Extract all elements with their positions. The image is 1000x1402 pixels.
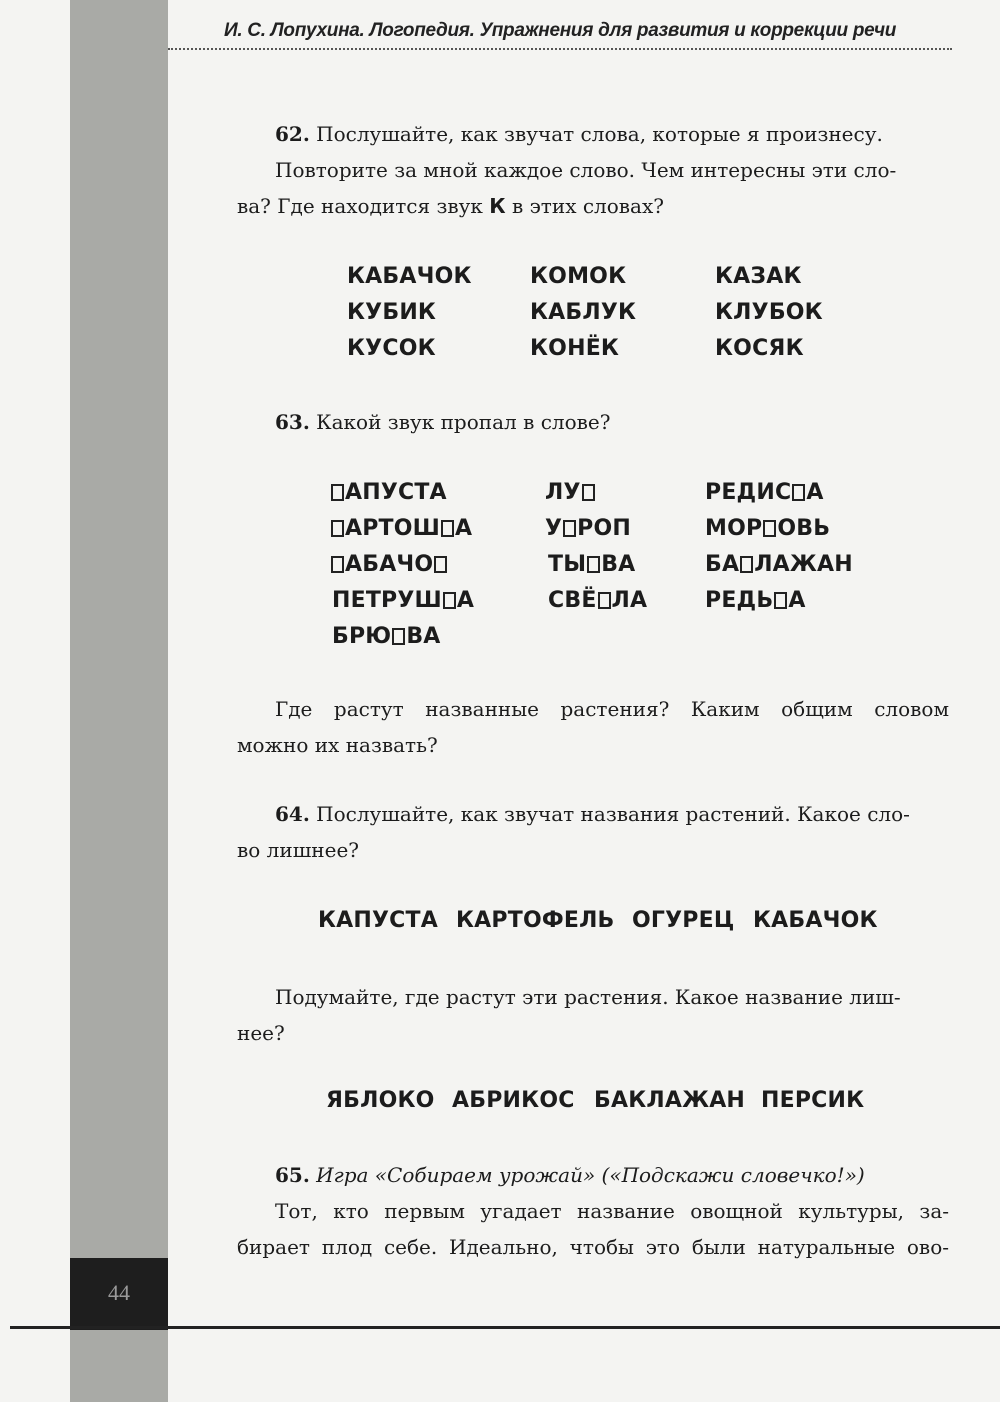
sound-k: К: [489, 194, 506, 218]
ex65-line1: Тот, кто первым угадает название овощной культуры, за-: [275, 1199, 949, 1223]
blank-box: [792, 484, 805, 501]
word-missing-letter: [545, 516, 631, 541]
blank-box: [441, 520, 454, 537]
word-part: ОВЬ: [777, 516, 831, 541]
word-part: СВЁ: [548, 588, 597, 613]
header-rule: [168, 48, 952, 50]
word-missing-letter: [705, 588, 806, 613]
word: КУБИК: [347, 300, 437, 325]
ex65-line2: бирает плод себе. Идеально, чтобы это были натуральные ово-: [237, 1235, 949, 1259]
plant-word: КАПУСТА: [318, 908, 438, 933]
ex62-line3: [237, 189, 949, 224]
page-margin-band: [70, 0, 168, 1402]
word-part: А: [806, 480, 824, 505]
plant-word: ПЕРСИК: [761, 1088, 865, 1113]
ex64-question-line1: Подумайте, где растут эти растения. Какое название лиш-: [275, 985, 901, 1009]
blank-box: [434, 556, 447, 573]
word-missing-letter: [705, 480, 824, 505]
blank-box: [392, 628, 405, 645]
ex63-text: Какой звук пропал в слове?: [316, 410, 611, 434]
word-part: А: [456, 588, 475, 613]
blank-box: [582, 484, 595, 501]
plant-word: КАРТОФЕЛЬ: [456, 908, 615, 933]
blank-box: [443, 592, 456, 609]
ex64-line2: во лишнее?: [237, 838, 360, 862]
word: КАБАЧОК: [347, 264, 472, 289]
word: КОСЯК: [715, 336, 804, 361]
ex63-question-line1: Где растут названные растения? Каким общим словом: [275, 697, 949, 721]
ex64-question-line2: нее?: [237, 1021, 285, 1045]
word: КЛУБОК: [715, 300, 823, 325]
word-missing-letter: [548, 588, 647, 613]
blank-box: [598, 592, 611, 609]
word-part: АБАЧО: [345, 552, 434, 577]
plant-word: ОГУРЕЦ: [632, 908, 735, 933]
word-missing-letter: [332, 624, 441, 649]
word-missing-letter: [705, 516, 830, 541]
word-part: ВА: [406, 624, 441, 649]
word-part: РОП: [577, 516, 632, 541]
page-number: 44: [108, 1280, 130, 1305]
word-part: ТЫ: [548, 552, 587, 577]
word: КАЗАК: [715, 264, 802, 289]
blank-box: [563, 520, 576, 537]
ex65-number: 65.: [275, 1163, 310, 1187]
ex62-line2: Повторите за мной каждое слово. Чем интересны эти сло-: [275, 158, 897, 182]
ex64-line1: [237, 797, 949, 832]
ex64-number: 64.: [275, 802, 310, 826]
ex63-number: 63.: [275, 410, 310, 434]
word-missing-letter: [330, 552, 448, 577]
plant-word: БАКЛАЖАН: [594, 1088, 746, 1113]
word-missing-letter: [545, 480, 596, 505]
running-header: И. С. Лопухина. Логопедия. Упражнения для развития и коррекции речи: [223, 20, 897, 41]
word-missing-letter: [332, 588, 474, 613]
ex65-title: [237, 1158, 949, 1193]
word-part: ВА: [601, 552, 636, 577]
ex62-line1: [237, 117, 949, 152]
word: КАБЛУК: [530, 300, 637, 325]
word-part: РЕДИС: [705, 480, 792, 505]
blank-box: [331, 484, 344, 501]
blank-box: [774, 592, 787, 609]
page-number-box: [70, 1258, 168, 1330]
ex63-question-line2: можно их назвать?: [237, 733, 438, 757]
word-part: МОР: [705, 516, 763, 541]
word-part: АПУСТА: [345, 480, 447, 505]
word-part: ПЕТРУШ: [332, 588, 442, 613]
word-part: ЛАЖАН: [754, 552, 853, 577]
ex62-line3-a: ва? Где находится звук: [237, 194, 490, 218]
blank-box: [587, 556, 600, 573]
word-missing-letter: [330, 516, 472, 541]
word: КУСОК: [347, 336, 436, 361]
blank-box: [740, 556, 753, 573]
plant-word: КАБАЧОК: [753, 908, 878, 933]
word-part: РЕДЬ: [705, 588, 774, 613]
ex62-line3-b: в этих словах?: [505, 194, 664, 218]
ex65-title-text: Игра «Собираем урожай» («Подскажи словечко!»): [316, 1163, 865, 1187]
word-part: А: [455, 516, 473, 541]
ex62-text: Послушайте, как звучат слова, которые я произнесу.: [316, 122, 883, 146]
plant-word: АБРИКОС: [452, 1088, 575, 1113]
ex62-number: 62.: [275, 122, 310, 146]
word-part: БРЮ: [332, 624, 392, 649]
blank-box: [331, 556, 344, 573]
word-missing-letter: [705, 552, 853, 577]
word-part: БА: [705, 552, 740, 577]
plant-word: ЯБЛОКО: [326, 1088, 435, 1113]
word: КОНЁК: [530, 336, 620, 361]
word-part: ЛА: [611, 588, 648, 613]
blank-box: [763, 520, 776, 537]
bottom-rule: [10, 1326, 1000, 1329]
word-part: АРТОШ: [345, 516, 441, 541]
blank-box: [331, 520, 344, 537]
word-missing-letter: [548, 552, 635, 577]
word-part: А: [788, 588, 806, 613]
word: КОМОК: [530, 264, 627, 289]
word-missing-letter: [330, 480, 447, 505]
ex63-line: [237, 405, 949, 440]
word-part: ЛУ: [545, 480, 581, 505]
word-part: У: [545, 516, 563, 541]
ex64-text: Послушайте, как звучат названия растений. Какое сло-: [316, 802, 910, 826]
